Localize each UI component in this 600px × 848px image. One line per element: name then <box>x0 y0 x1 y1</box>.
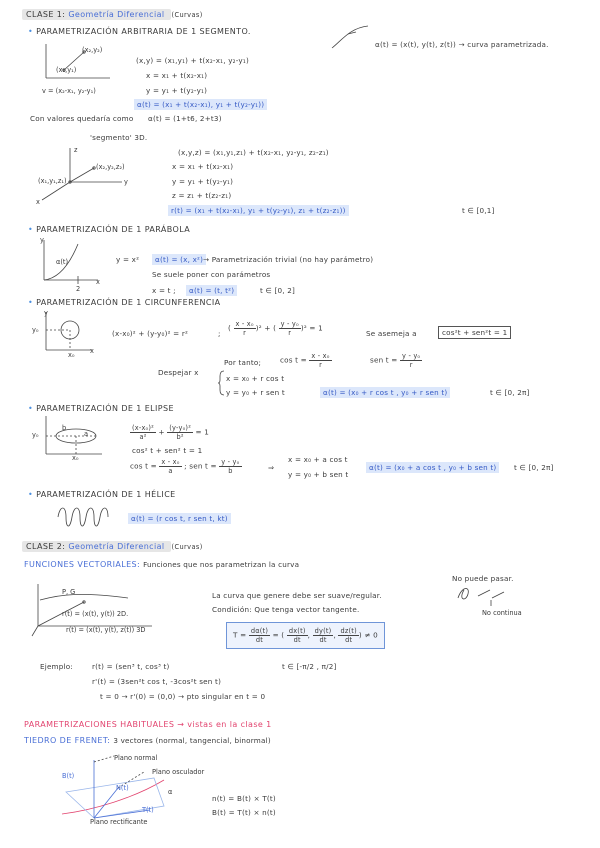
clase1-header <box>22 10 203 19</box>
seg3d-eq1: (x,y,z) = (x₁,y₁,z₁) + t(x₂-x₁, y₂-y₁, z₂-z₁) <box>178 148 329 157</box>
vectoriales-title: FUNCIONES VECTORIALES: <box>24 560 141 569</box>
no-puede-pasar: No puede pasar. <box>452 574 514 583</box>
elipse-frac2 <box>167 424 193 441</box>
frenet-line <box>24 736 271 745</box>
vect-r3d: r(t) = (x(t), y(t), z(t)) 3D <box>66 626 146 634</box>
circ-resembles: Se asemeja a <box>366 329 417 338</box>
parabola-curve-label: α(t) <box>56 258 69 266</box>
circ-cos-num: x - x₀ <box>311 352 330 360</box>
circ-frac-eq: ( $\frac{\text{x - x₀}}{r}$ )² + ( $\frac{\text{y - y₀}}{r}$ )² = 1 <box>228 320 323 337</box>
tangent-lhs-den: dt <box>255 636 264 644</box>
circ-frac2-num: y - y₀ <box>280 320 299 328</box>
circ-cos-den: r <box>319 361 322 369</box>
clase2-note: (Curvas) <box>171 543 203 551</box>
circ-despejar: Despejar x <box>158 368 199 377</box>
parabola-xt: x = t ; <box>152 286 176 295</box>
parabola-note2: Se suele poner con parámetros <box>152 270 271 279</box>
circ-result: α(t) = (x₀ + r cos t , y₀ + r sen t) <box>320 387 450 398</box>
seg3d-axis-x: x <box>36 198 40 206</box>
tangent-vector-box: T = $\frac{d\alpha(t)}{dt}$ = ( $\frac{dx(t)}{dt}$ , $\frac{dy(t)}{dt}$ , $\frac{dz(t)}{dt}$ ) ≠ 0 <box>226 622 385 649</box>
frenet-N: N(t) <box>116 784 129 792</box>
elipse-y0: y₀ <box>32 431 39 439</box>
elipse-heading <box>28 404 174 413</box>
seg3d-eq2: x = x₁ + t(x₂-x₁) <box>172 162 234 171</box>
clase2-title-highlight <box>22 541 171 552</box>
tangent-neq: ≠ 0 <box>364 630 378 640</box>
habituales-title: PARAMETRIZACIONES HABITUALES <box>24 720 175 729</box>
seg-example-text: Con valores quedaría como <box>30 114 134 123</box>
parabola-heading <box>28 225 190 234</box>
circ-y0: y₀ <box>32 326 39 334</box>
habituales-line <box>24 720 272 729</box>
elipse-plus: + <box>158 427 165 437</box>
helice-heading <box>28 490 176 499</box>
elipse-frac1 <box>130 424 156 441</box>
circ-identity: cos²t + sen²t = 1 <box>438 326 511 339</box>
bullet-icon: • <box>28 27 34 36</box>
vectoriales-line <box>24 560 299 569</box>
parabola-range: t ∈ [0, 2] <box>260 286 295 295</box>
elipse-x0: x₀ <box>72 454 79 462</box>
circ-axis-y: y <box>44 309 48 317</box>
parabola-heading-text: PARAMETRIZACIÓN DE 1 PARÁBOLA <box>36 225 191 234</box>
circ-cos-frac <box>309 352 331 369</box>
elipse-range: t ∈ [0, 2π] <box>514 463 554 472</box>
seg-p2-label: (x₂,y₂) <box>82 46 103 54</box>
clase2-header <box>22 542 203 551</box>
elipse-frac1-num: (x-x₀)² <box>132 424 155 432</box>
seg3d-title: 'segmento' 3D. <box>90 133 148 142</box>
elipse-identity: cos² t + sen² t = 1 <box>132 446 203 455</box>
circ-x-sol: x = x₀ + r cos t <box>226 374 285 383</box>
parabola-axis-x: x <box>96 278 100 286</box>
tangent-c2-den: dt <box>319 636 327 644</box>
circ-frac2-den: r <box>288 329 292 337</box>
circ-sen-num: y - y₀ <box>402 352 421 360</box>
frenet-T: T(t) <box>142 806 154 814</box>
frenet-eq1: n(t) = B(t) × T(t) <box>212 794 276 803</box>
frenet-curve: α <box>168 788 173 796</box>
circ-sen-frac <box>400 352 422 369</box>
circ-eq-rhs: = 1 <box>309 323 323 333</box>
bullet-icon: • <box>28 404 34 413</box>
elipse-eq <box>130 424 209 441</box>
seg3d-p1: (x₁,y₁,z₁) <box>38 177 67 185</box>
tangent-c2-num: dy(t) <box>314 627 332 635</box>
seg3d-p2: (x₂,y₂,z₂) <box>96 163 125 171</box>
circ-x0: x₀ <box>68 351 75 359</box>
seg3d-axis-z: z <box>74 146 78 154</box>
seg-example-eq: α(t) = (1+t6, 2+t3) <box>148 114 222 123</box>
circ-frac1 <box>234 320 256 337</box>
vect-line1: La curva que genere debe ser suave/regular. <box>212 591 382 600</box>
elipse-heading-text: PARAMETRIZACIÓN DE 1 ELIPSE <box>36 404 174 413</box>
seg3d-range: t ∈ [0,1] <box>462 206 495 215</box>
elipse-y-sol: y = y₀ + b sen t <box>288 470 349 479</box>
circ-axis-x: x <box>90 347 94 355</box>
vect-r2d: r(t) = (x(t), y(t)) 2D. <box>62 610 129 618</box>
elipse-cos <box>130 458 242 475</box>
bullet-icon: • <box>28 490 34 499</box>
tangent-c3-num: dz(t) <box>340 627 357 635</box>
tangent-lhs-num: dα(t) <box>250 627 269 635</box>
circ-brace <box>218 370 226 396</box>
circ-frac1-den: r <box>243 329 247 337</box>
seg-eq2: x = x₁ + t(x₂-x₁) <box>146 71 208 80</box>
habituales-arrow: → vistas en la clase 1 <box>177 720 272 729</box>
elipse-sen-label: ; sen t = <box>184 461 217 471</box>
frenet-eq2: B(t) = T(t) × n(t) <box>212 808 276 817</box>
seg-vec-label: v = (x₂-x₁, y₂-y₁) <box>42 87 96 95</box>
circ-sen-label: sen t = <box>370 355 398 365</box>
frenet-desc: 3 vectores (normal, tangencial, binormal) <box>113 736 271 745</box>
vect-pt-label: P, G <box>62 588 76 596</box>
circ-heading <box>28 298 221 307</box>
circ-frac1-num: x - x₀ <box>235 320 254 328</box>
circ-sen-den: r <box>409 361 413 369</box>
ejemplo-singular: t = 0 → r'(0) = (0,0) → pto singular en t = 0 <box>100 692 266 701</box>
tangent-t: T <box>233 630 238 640</box>
elipse-result: α(t) = (x₀ + a cos t , y₀ + b sen t) <box>366 462 499 473</box>
elipse-cos-label: cos t = <box>130 461 157 471</box>
elipse-a: a <box>84 430 89 438</box>
tangent-c1-num: dx(t) <box>288 627 306 635</box>
elipse-arrow: ⇒ <box>268 463 275 472</box>
clase2-label: CLASE 2: <box>26 542 66 551</box>
parabola-result: α(t) = (x, x²) <box>152 254 206 265</box>
ejemplo-range: t ∈ [-π/2 , π/2] <box>282 662 337 671</box>
segmento-heading-text: PARAMETRIZACIÓN ARBITRARIA DE 1 SEGMENTO. <box>36 27 251 36</box>
parabola-func: y = x² <box>116 255 140 264</box>
ejemplo-r: r(t) = (sen³ t, cos³ t) <box>92 662 170 671</box>
circ-por-tanto: Por tanto; <box>224 358 262 367</box>
parabola-result2: α(t) = (t, t²) <box>186 285 237 296</box>
circ-sen <box>370 352 422 369</box>
circ-cos <box>280 352 332 369</box>
segmento-diagram <box>40 40 120 90</box>
frenet-plano-rect: Plano rectificante <box>90 818 148 826</box>
elipse-sen-den: b <box>228 467 233 475</box>
seg3d-axis-y: y <box>124 178 128 186</box>
circ-range: t ∈ [0, 2π] <box>490 388 530 397</box>
parabola-result-note: → Parametrización trivial (no hay parámetro) <box>203 255 374 264</box>
segmento-heading <box>28 27 251 36</box>
circ-sep: ; <box>218 329 221 338</box>
tangent-c1-frac <box>287 627 308 644</box>
seg-result: α(t) = (x₁ + t(x₂-x₁), y₁ + t(y₂-y₁)) <box>134 99 267 110</box>
tangent-c3-frac <box>338 627 358 644</box>
frenet-B: B(t) <box>62 772 75 780</box>
circ-cos-label: cos t = <box>280 355 307 365</box>
frenet-plano-normal: Plano normal <box>114 754 158 762</box>
circ-y-sol: y = y₀ + r sen t <box>226 388 285 397</box>
tangent-eq-sign: = <box>240 630 247 640</box>
ejemplo-rprime: r'(t) = (3sen²t cos t, -3cos²t sen t) <box>92 677 222 686</box>
elipse-sen-frac <box>219 458 241 475</box>
vectoriales-desc: Funciones que nos parametrizan la curva <box>143 560 300 569</box>
clase1-label: CLASE 1: <box>26 10 66 19</box>
seg3d-result: r(t) = (x₁ + t(x₂-x₁), y₁ + t(y₂-y₁), z₁ + t(z₂-z₁)) <box>168 205 349 216</box>
elipse-frac1-den: a² <box>139 433 147 441</box>
tangent-c2-frac <box>313 627 334 644</box>
vect-line2: Condición: Que tenga vector tangente. <box>212 605 360 614</box>
seg-eq1: (x,y) = (x₁,y₁) + t(x₂-x₁, y₂-y₁) <box>136 56 249 65</box>
elipse-sen-num: y - y₀ <box>221 458 240 466</box>
no-continua: No continua <box>482 609 522 617</box>
elipse-cos-frac <box>159 458 181 475</box>
parabola-tick: 2 <box>76 285 81 293</box>
seg-eq3: y = y₁ + t(y₂-y₁) <box>146 86 208 95</box>
clase1-title-highlight <box>22 9 171 20</box>
elipse-frac2-den: b² <box>176 433 184 441</box>
clase2-topic: Geometría Diferencial <box>68 542 165 551</box>
frenet-title: TIEDRO DE FRENET: <box>24 736 111 745</box>
curva-param-text: α(t) = (x(t), y(t), z(t)) → curva parametrizada. <box>375 40 549 49</box>
seg3d-eq3: y = y₁ + t(y₂-y₁) <box>172 177 234 186</box>
parabola-axis-y: y <box>40 236 44 244</box>
frenet-plano-osc: Plano osculador <box>152 768 205 776</box>
segmento3d-diagram <box>36 142 136 208</box>
circ-frac2 <box>279 320 301 337</box>
helice-result: α(t) = (r cos t, r sen t, kt) <box>128 513 231 524</box>
elipse-x-sol: x = x₀ + a cos t <box>288 455 348 464</box>
clase1-topic: Geometría Diferencial <box>68 10 165 19</box>
tangent-c3-den: dt <box>345 636 353 644</box>
tangent-c1-den: dt <box>293 636 301 644</box>
no-continua-diagram <box>454 584 514 608</box>
circ-heading-text: PARAMETRIZACIÓN DE 1 CIRCUNFERENCIA <box>36 298 221 307</box>
elipse-b: b <box>62 424 67 432</box>
curve-sketch <box>330 22 370 52</box>
seg3d-eq4: z = z₁ + t(z₂-z₁) <box>172 191 232 200</box>
helice-diagram <box>56 505 116 529</box>
elipse-cos-den: a <box>168 467 173 475</box>
elipse-cos-num: x - x₀ <box>161 458 180 466</box>
elipse-eq-rhs: = 1 <box>195 427 210 437</box>
ejemplo-label: Ejemplo: <box>40 662 73 671</box>
seg-p1-label: (x₁,y₁) <box>56 66 77 74</box>
tangent-lhs-frac <box>249 627 270 644</box>
bullet-icon: • <box>28 225 34 234</box>
clase1-note: (Curvas) <box>171 11 203 19</box>
helice-heading-text: PARAMETRIZACIÓN DE 1 HÉLICE <box>36 490 176 499</box>
elipse-frac2-num: (y-y₀)² <box>169 424 192 432</box>
bullet-icon: • <box>28 298 34 307</box>
circ-eq: (x-x₀)² + (y-y₀)² = r² <box>112 329 189 338</box>
